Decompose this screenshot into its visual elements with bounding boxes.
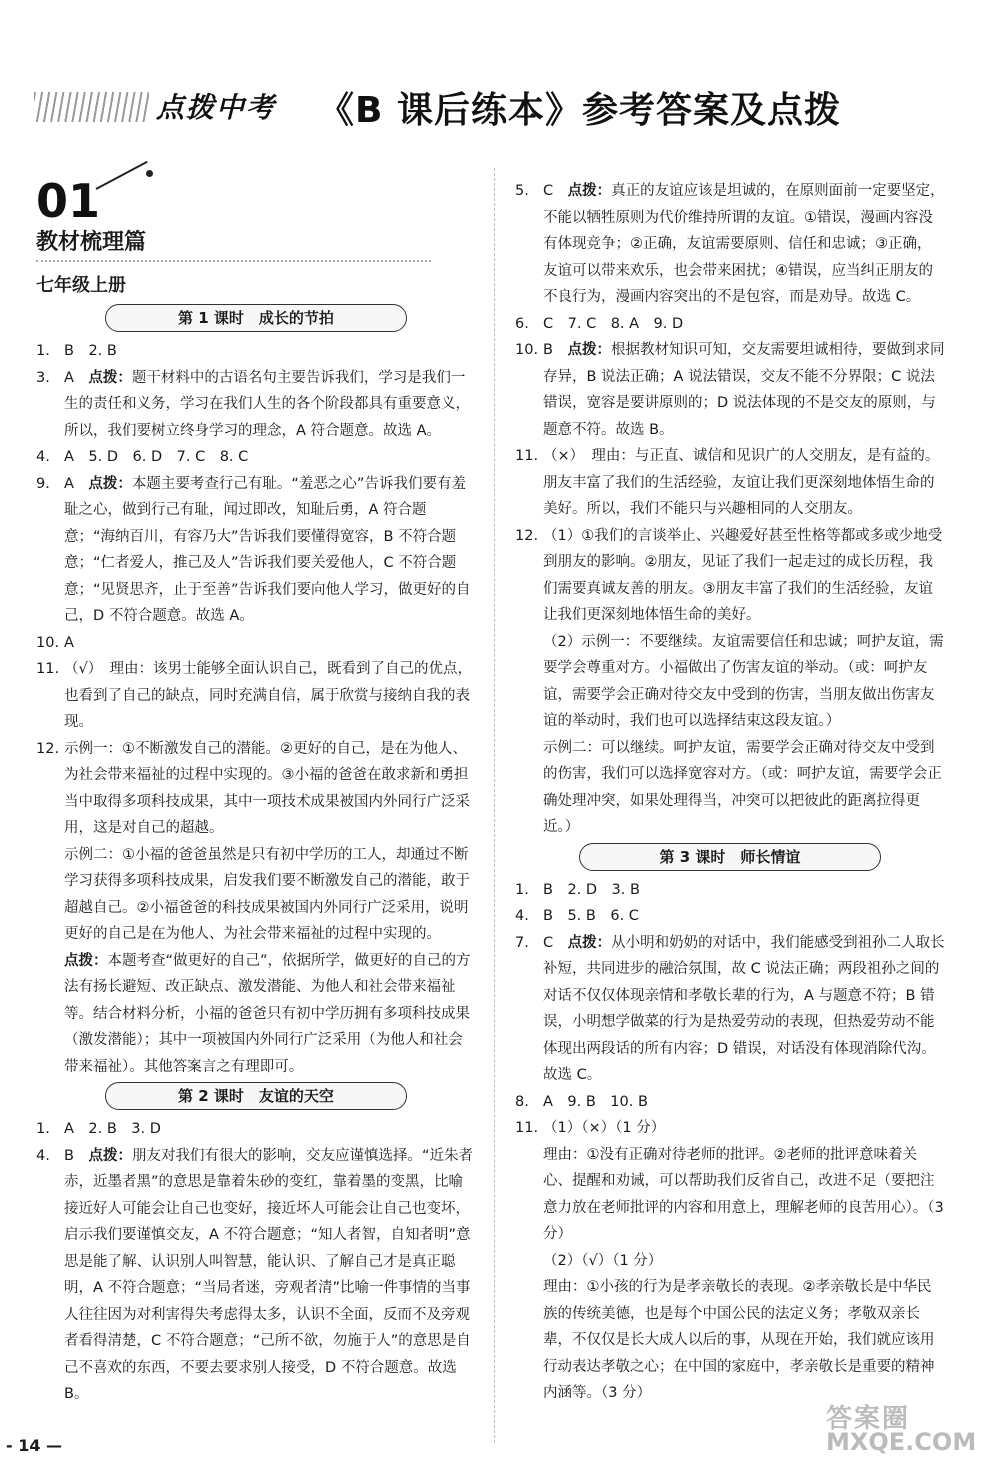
answer-item [515, 903, 945, 930]
question-number: 5. [515, 183, 529, 199]
answer-item [36, 338, 476, 365]
answer-item [515, 443, 945, 523]
answer-text: 示例一：①不断激发自己的潜能。②更好的自己，是在为他人、为社会带来福祉的过程中实现的。③小福的爸爸在敢求新和勇担当中取得多项科技成果，其中一项技术成果被国内外同行广泛采用，这是对自己的超越。 [64, 740, 470, 836]
hint-label: 点拨： [567, 342, 611, 358]
lesson-heading: 第 3 课时 师长情谊 [579, 843, 881, 871]
answer-continuation [515, 1248, 945, 1275]
section-number-block [36, 174, 476, 232]
answer-text: （2）示例一：不要继续。友谊需要信任和忠诚；呵护友谊，需要学会尊重对方。小福做出了伤害友谊的举动。（或：呵护友谊，需要学会正确对待交友中受到的伤害，当朋友做出伤害友谊的举动时，我们也可以选择结束这段友谊。） [543, 633, 944, 729]
question-number: 1. [36, 343, 50, 359]
answer-item [36, 1143, 476, 1408]
left-column [36, 174, 476, 1408]
answer-text: （√） 理由：该男士能够全面认识自己，既看到了自己的优点，也看到了自己的缺点，同时充满自信，属于欣赏与接纳自我的表现。 [64, 661, 472, 730]
answer-text: B 2. B [64, 343, 117, 359]
answer-text: B 2. D 3. B [543, 881, 640, 898]
answer-item [36, 1116, 476, 1143]
answer-item [515, 877, 945, 904]
question-number: 3. [36, 369, 50, 386]
question-number: 12. [515, 527, 539, 544]
hint-label: 点拨： [64, 952, 108, 969]
hint-label: 点拨： [567, 183, 612, 199]
hint-label: 点拨： [567, 934, 612, 951]
answer-item [515, 1089, 945, 1116]
page-title: 《B 课后练本》参考答案及点拨 [318, 90, 841, 131]
question-number: 4. [36, 1147, 50, 1164]
watermark-logo: 答案圈 [826, 1404, 911, 1434]
answer-item [36, 365, 476, 445]
section-number-dot [146, 170, 153, 177]
answer-choice: C [543, 183, 568, 199]
answer-continuation [515, 629, 945, 735]
page-number: - 14 — [6, 1436, 63, 1455]
brand-logo: 点拨中考 [156, 91, 277, 124]
answer-item [36, 656, 476, 736]
answer-item [515, 523, 945, 629]
answer-text: 示例二：可以继续。呵护友谊，需要学会正确对待交友中受到的伤害，我们可以选择宽容对方。（或：呵护友谊，需要学会正确处理冲突，如果处理得当，冲突可以把彼此的距离拉得更近。） [543, 739, 942, 835]
answer-text: 真正的友谊应该是坦诚的，在原则面前一定要坚定，不能以牺牲原则为代价维持所谓的友谊。①错误，漫画内容没有体现竞争；②正确，友谊需要原则、信任和忠诚；③正确，友谊可以带来欢乐，也会带来困扰；④错误，应当纠正朋友的不良行为，漫画内容突出的不是包容，而是劝导。故选 C。 [543, 183, 945, 305]
answer-text: 本题考查“做更好的自己”，依据所学，做更好的自己的方法有扬长避短、改正缺点、激发潜能、为他人和社会带来福祉等。结合材料分析，小福的爸爸只有初中学历拥有多项科技成果（激发潜能）；其中一项被国内外同行广泛采用（为他人和社会带来福祉）。其他答案言之有理即可。 [64, 952, 471, 1075]
answer-choice: C [543, 934, 568, 951]
lesson-heading: 第 1 课时 成长的节拍 [105, 304, 407, 332]
page-header [0, 70, 1000, 150]
question-number: 9. [36, 475, 50, 492]
lesson-heading: 第 2 课时 友谊的天空 [105, 1082, 407, 1110]
section-number-slash [96, 161, 148, 190]
answer-continuation [515, 735, 945, 841]
answer-choice: A [64, 475, 89, 492]
answer-text: 从小明和奶奶的对话中，我们能感受到祖孙二人取长补短，共同进步的融洽氛围，故 C 说法正确；两段祖孙之间的对话不仅仅体现亲情和孝敬长辈的行为，A 与题意不符；B 错误，小明想学做菜的行为是热爱劳动的表现，但热爱劳动不能体现出两段话的所有内容；D 错误，对话没有体现消除代沟。故选 C。 [543, 934, 945, 1083]
answer-text: （1）①我们的言谈举止、兴趣爱好甚至性格等都或多或少地受到朋友的影响。②朋友，见证了我们一起走过的成长历程，我们需要真诚友善的朋友。③朋友丰富了我们的生活经验，友谊让我们更深刻地体悟生命的美好。 [543, 527, 943, 623]
answer-text: B 5. B 6. C [543, 908, 639, 924]
question-number: 10. [515, 342, 539, 358]
answer-text: （2）（√）（1 分） [543, 1252, 663, 1269]
answer-text: A [64, 634, 74, 651]
answer-text: 根据教材知识可知，交友需要坦诚相待，要做到求同存异，B 说法正确；A 说法错误，交友不能不分界限；C 说法错误，宽容是要讲原则的；D 说法体现的不是交友的原则，与题意不符。故选 B。 [543, 342, 945, 438]
answer-choice: B [64, 1147, 89, 1164]
answer-text: A 5. D 6. D 7. C 8. C [64, 449, 249, 465]
answer-text: 理由：①没有正确对待老师的批评。②老师的批评意味着关心、提醒和劝诫，可以帮助我们反省自己，改进不足（要把注意力放在老师批评的内容和用意上，理解老师的良苦用心）。（3 分） [543, 1146, 944, 1242]
answer-continuation [515, 1274, 945, 1407]
section-underline [36, 260, 431, 262]
left-answers [36, 304, 476, 1408]
right-column [515, 178, 945, 1407]
watermark-url: MXQE.COM [826, 1428, 977, 1456]
answer-item [515, 930, 945, 1089]
hint-label: 点拨： [88, 475, 132, 492]
answer-text: A 9. B 10. B [543, 1093, 648, 1110]
answer-continuation [515, 1142, 945, 1248]
answer-item [36, 736, 476, 842]
answer-text: 本题主要考查行己有耻。“羞恶之心”告诉我们要有羞耻之心，做到行己有耻，闻过即改，知耻后勇，A 符合题意；“海纳百川，有容乃大”告诉我们要懂得宽容，B 不符合题意；“仁者爱人，推己及人”告诉我们要关爱他人，C 不符合题意；“见贤思齐，止于至善”告诉我们要向他人学习，做更好的自己，D 不符合题意。故选 A。 [64, 475, 471, 624]
right-answers [515, 178, 945, 1407]
section-title: 教材梳理篇 [36, 230, 147, 255]
answer-text: 示例二：①小福的爸爸虽然是只有初中学历的工人，却通过不断学习获得多项科技成果，启发我们要不断激发自己的潜能，敢于超越自己。②小福爸爸的科技成果被国内外同行广泛采用，说明更好的自己是在为他人、为社会带来福祉的过程中实现的。 [64, 846, 470, 942]
question-number: 11. [515, 1120, 539, 1136]
answer-text: A 2. B 3. D [64, 1121, 161, 1137]
answer-item [515, 311, 945, 338]
answer-item [515, 1115, 945, 1142]
answer-text: 朋友对我们有很大的影响，交友应谨慎选择。“近朱者赤，近墨者黑”的意思是靠着朱砂的变红，靠着墨的变黑，比喻接近好人可能会让自己也变好，接近坏人可能会让自己也变坏，启示我们要谨慎交友，A 不符合题意；“知人者智，自知者明”意思是能了解、认识别人叫智慧，能认识、了解自己才是真正聪明，A 不符合题意；“当局者迷，旁观者清”比喻一件事情的当事人往往因为对利害得失考虑得太多，认识不全面，反而不及旁观者看得清楚，C 不符合题意；“己所不欲，勿施于人”的意思是自己不喜欢的东西，不要去要求别人接受，D 不符合题意。故选 B。 [64, 1147, 473, 1402]
question-number: 1. [515, 881, 529, 898]
hint-label: 点拨： [88, 369, 132, 386]
question-number: 4. [515, 908, 529, 924]
answer-text: （×） 理由：与正直、诚信和见识广的人交朋友，是有益的。朋友丰富了我们的生活经验，友谊让我们更深刻地体悟生命的美好。所以，我们不能只与兴趣相同的人交朋友。 [543, 448, 940, 517]
answer-item [515, 178, 945, 311]
answer-text: 题干材料中的古语名句主要告诉我们，学习是我们一生的责任和义务，学习在我们人生的各个阶段都具有重要意义，所以，我们要树立终身学习的理念，A 符合题意。故选 A。 [64, 369, 470, 439]
question-number: 6. [515, 315, 529, 332]
answer-continuation [36, 948, 476, 1081]
answer-item [36, 444, 476, 471]
answer-choice: A [64, 369, 89, 386]
question-number: 7. [515, 934, 529, 951]
answer-text: 理由：①小孩的行为是孝亲敬长的表现。②孝亲敬长是中华民族的传统美德，也是每个中国公民的法定义务；孝敬双亲长辈，不仅仅是长大成人以后的事，从现在开始，我们就应该用行动表达孝敬之心；在中国的家庭中，孝亲敬长是重要的精神内涵等。（3 分） [543, 1279, 935, 1401]
answer-item [515, 337, 945, 443]
question-number: 4. [36, 449, 50, 465]
header-hatch-decoration [34, 92, 149, 122]
answer-continuation [36, 842, 476, 948]
answer-item [36, 630, 476, 657]
answer-item [36, 471, 476, 630]
question-number: 8. [515, 1093, 529, 1110]
question-number: 11. [36, 661, 60, 677]
question-number: 11. [515, 448, 539, 464]
question-number: 10. [36, 634, 60, 651]
answer-text: （1）（×）（1 分） [543, 1120, 666, 1136]
answer-text: C 7. C 8. A 9. D [543, 315, 684, 332]
section-number: 01 [36, 174, 101, 228]
hint-label: 点拨： [88, 1147, 132, 1164]
grade-heading: 七年级上册 [36, 275, 126, 296]
question-number: 1. [36, 1121, 50, 1137]
question-number: 12. [36, 740, 60, 757]
answer-choice: B [543, 342, 568, 358]
column-divider [494, 168, 495, 1443]
